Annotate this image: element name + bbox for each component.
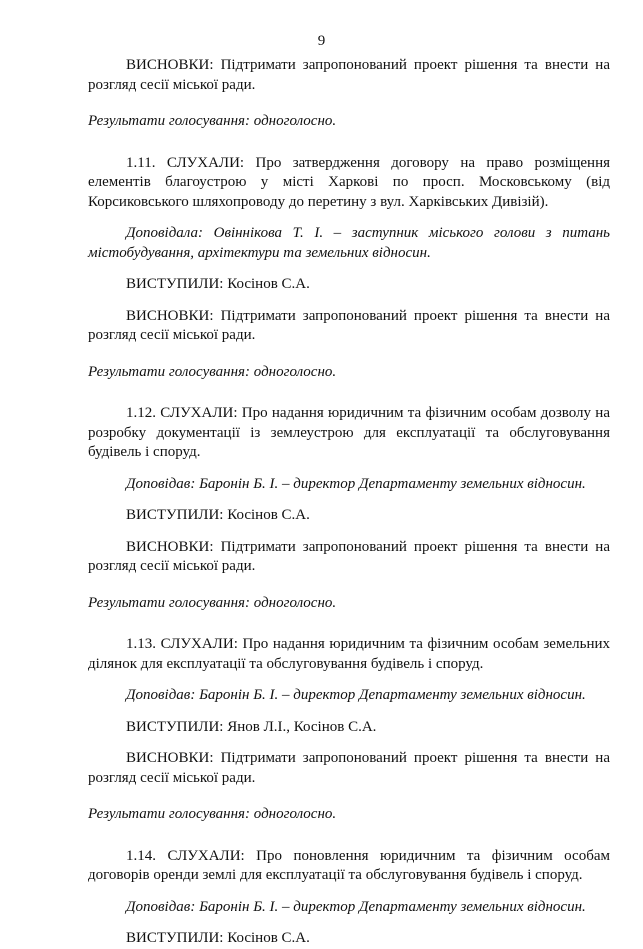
spoke-paragraph: ВИСТУПИЛИ: Косінов С.А.	[126, 930, 310, 946]
vote-result: Результати голосування: одноголосно.	[88, 363, 337, 380]
spoke-paragraph: ВИСТУПИЛИ: Янов Л.І., Косінов С.А.	[126, 718, 377, 735]
vote-result: Результати голосування: одноголосно.	[88, 594, 337, 611]
spoke-paragraph: ВИСТУПИЛИ: Косінов С.А.	[126, 507, 310, 523]
page-number: 9	[317, 33, 326, 49]
conclusion-paragraph: ВИСНОВКИ: Підтримати запропонований проект рішення та внести на розгляд сесії міської ради.	[88, 538, 610, 574]
heard-item-1-13: 1.13. СЛУХАЛИ: Про надання юридичним та фізичним особам земельних ділянок для експлуатації та обслуговування будівель і споруд.	[88, 636, 610, 672]
heard-item-1-12: 1.12. СЛУХАЛИ: Про надання юридичним та фізичним особам дозволу на розробку документації із землеустрою для експлуатації та обслуговування будівель і споруд.	[88, 405, 610, 460]
heard-item-1-11: 1.11. СЛУХАЛИ: Про затвердження договору на право розміщення елементів благоустрою у місті Харкові по просп. Московському (від Корсиковського шляхопроводу до перетину з вул. Харківських Дивізій).	[88, 154, 610, 210]
speaker-paragraph: Доповідав: Баронін Б. І. – директор Департаменту земельних відносин.	[126, 898, 586, 915]
conclusion-paragraph: ВИСНОВКИ: Підтримати запропонований проект рішення та внести на розгляд сесії міської ради.	[88, 307, 610, 343]
document-body	[88, 56, 610, 949]
speaker-paragraph: Доповідала: Овіннікова Т. І. – заступник міського голови з питань містобудування, архітектури та земельних відносин.	[88, 225, 610, 261]
speaker-paragraph: Доповідав: Баронін Б. І. – директор Департаменту земельних відносин.	[126, 475, 586, 492]
spoke-paragraph: ВИСТУПИЛИ: Косінов С.А.	[126, 276, 310, 292]
conclusion-paragraph: ВИСНОВКИ: Підтримати запропонований проект рішення та внести на розгляд сесії міської ради.	[88, 57, 610, 93]
speaker-paragraph: Доповідав: Баронін Б. І. – директор Департаменту земельних відносин.	[126, 687, 586, 703]
conclusion-paragraph: ВИСНОВКИ: Підтримати запропонований проект рішення та внести на розгляд сесії міської ради.	[88, 750, 610, 786]
vote-result: Результати голосування: одноголосно.	[88, 806, 337, 822]
vote-result: Результати голосування: одноголосно.	[88, 113, 337, 129]
heard-item-1-14: 1.14. СЛУХАЛИ: Про поновлення юридичним та фізичним особам договорів оренди землі для експлуатації та обслуговування будівель і споруд.	[88, 847, 610, 883]
